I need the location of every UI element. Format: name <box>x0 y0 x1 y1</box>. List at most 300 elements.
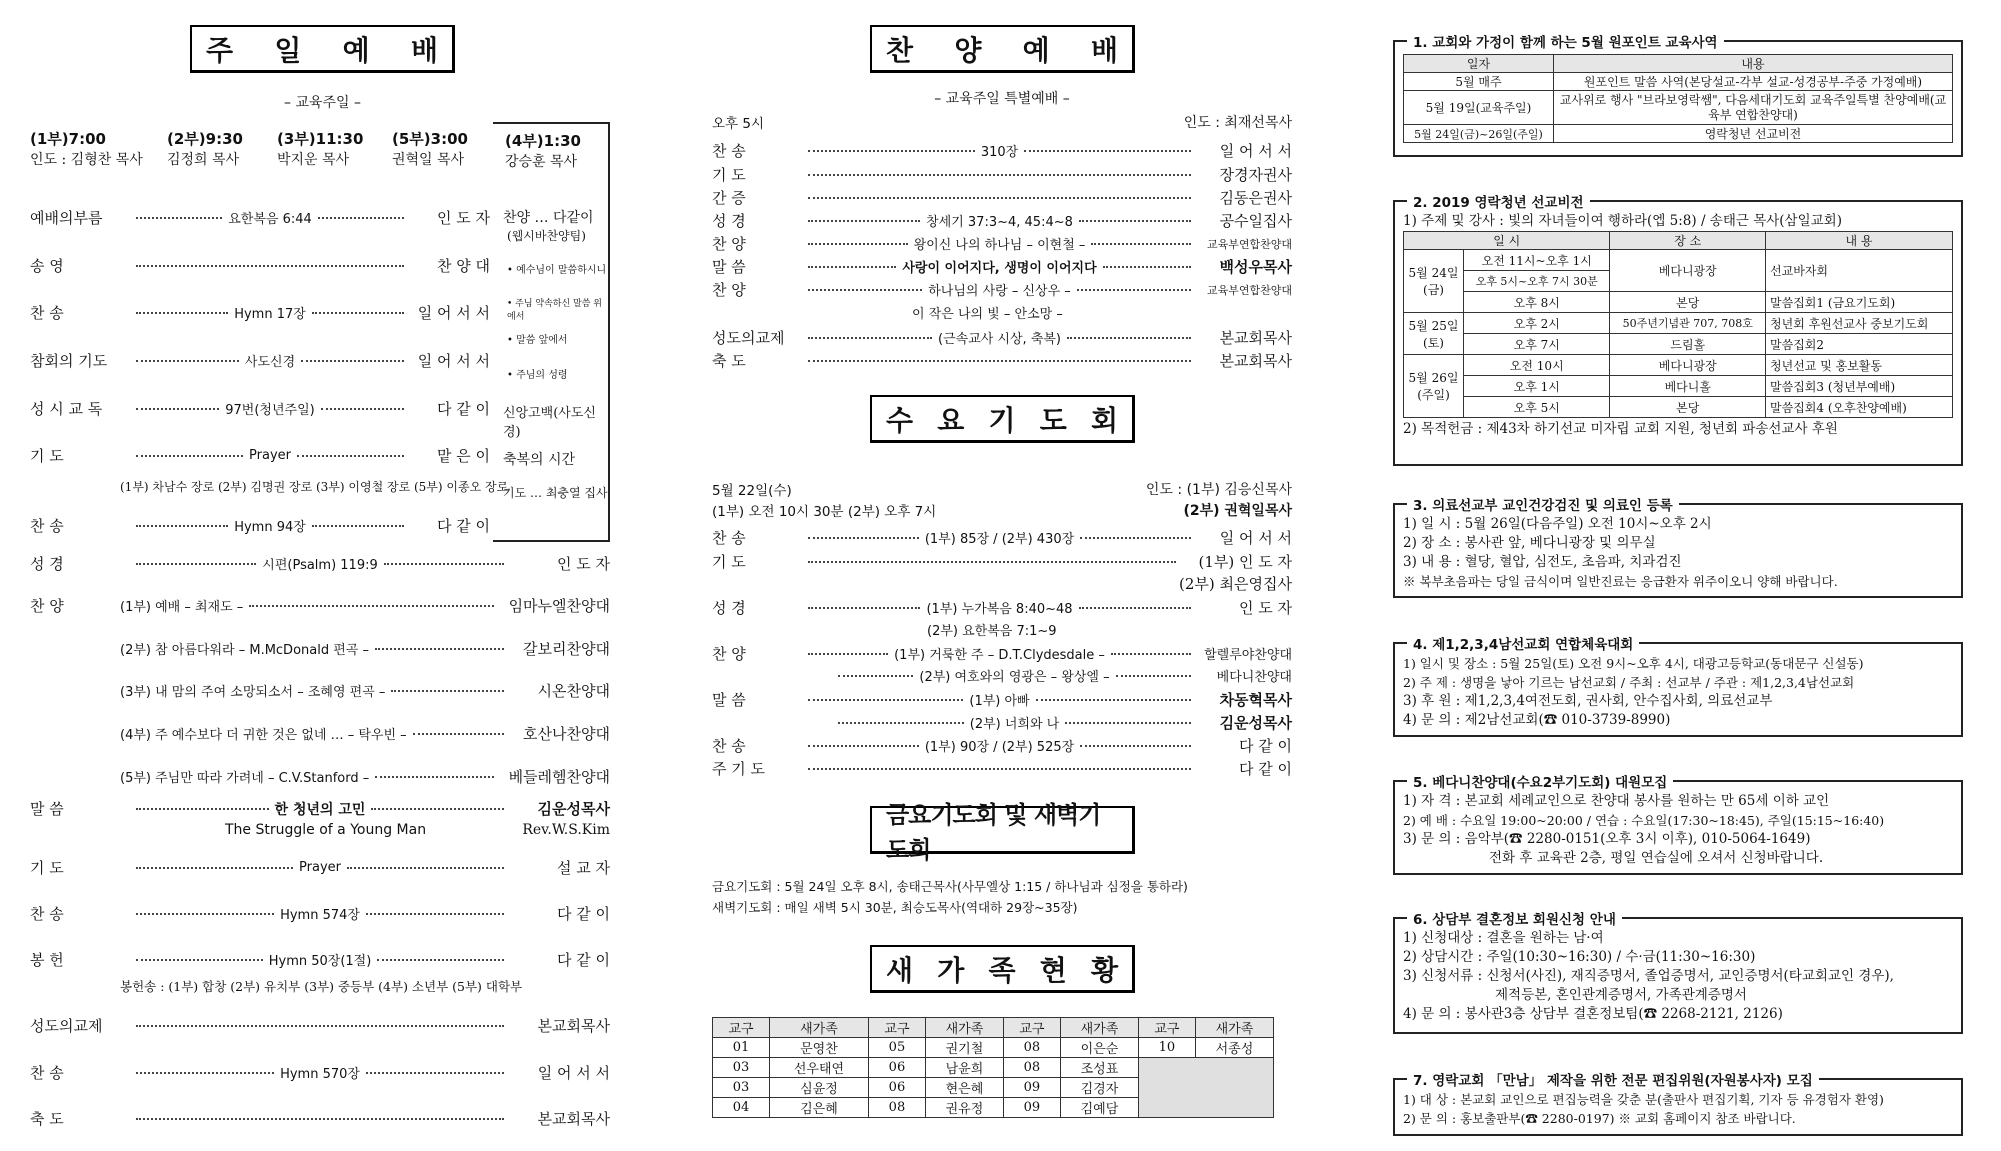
notice-line: 2) 상담시간 : 주일(10:30~16:30) / 수·금(11:30~16:30) <box>1403 949 1756 965</box>
notice-title: 3. 의료선교부 교인건강검진 및 의료인 등록 <box>1407 494 1679 514</box>
praise-leader: 인도 : 최재선목사 <box>1183 115 1292 131</box>
notice-4 <box>1393 637 1963 737</box>
notice-line: 4) 문 의 : 제2남선교회(☎ 010-3739-8990) <box>1403 712 1671 728</box>
order-content: (2부) 여호와의 영광은 – 왕상엘 – <box>919 670 1110 685</box>
table-cell: 5월 19일(교육주일) <box>1404 91 1554 125</box>
sunday-worship-title <box>190 25 455 73</box>
order-leader: 일 어 서 서 <box>1219 529 1293 547</box>
order-row-anthem-3 <box>120 680 610 701</box>
sermon-title-english: The Struggle of a Young Man <box>225 822 427 838</box>
service-time: (5부)3:00 <box>392 130 468 148</box>
table-cell: 05 <box>868 1038 925 1058</box>
title-char: 황 <box>1090 953 1118 987</box>
table-row <box>1404 334 1953 355</box>
sunday-subtitle: – 교육주일 – <box>284 95 361 111</box>
table-header: 교구 <box>1138 1018 1195 1038</box>
order-row-anthem-4 <box>120 723 610 744</box>
notice-line: 1) 일 시 : 5월 26일(다음주일) 오전 10시~오후 2시 <box>1403 516 1712 532</box>
order-row-anthem-2 <box>120 638 610 659</box>
order-label: 성 경 <box>30 555 64 573</box>
table-cell: 오후 1시 <box>1464 376 1610 397</box>
prayer-note: (1부) 차남수 장로 (2부) 김명권 장로 (3부) 이영철 장로 (5부) 이종오 장로 <box>120 480 509 494</box>
order-label: 찬 송 <box>712 142 746 160</box>
table-cell: 오후 5시~오후 7시 30분 <box>1464 271 1610 292</box>
order-label: 예배의부름 <box>30 209 103 227</box>
wed-row-prayer <box>712 551 1292 572</box>
table-cell: 말씀집회2 <box>1766 334 1953 355</box>
table-row <box>1404 313 1953 334</box>
table-cell: 5월 24일(금)~26일(주일) <box>1404 125 1554 143</box>
table-cell: 5월 26일(주일) <box>1404 355 1464 418</box>
table-cell: 06 <box>868 1078 925 1098</box>
notice-line: 제적등본, 혼인관계증명서, 가족관계증명서 <box>1495 987 1747 1003</box>
wed-row-scripture <box>712 597 1292 618</box>
table-cell: 김은혜 <box>770 1098 869 1118</box>
order-leader: 다 같 이 <box>437 517 491 535</box>
order-row-hymn-4 <box>30 1062 610 1083</box>
wed-row-sermon-1 <box>712 689 1292 710</box>
table-cell: 08 <box>1003 1058 1060 1078</box>
table-header-row <box>713 1018 1274 1038</box>
notice-line: ※ 복부초음파는 당일 금식이며 일반진료는 응급환자 위주이오니 양해 바랍니다. <box>1403 574 1838 589</box>
order-leader: 베다니찬양대 <box>1216 670 1292 685</box>
order-leader: 다 같 이 <box>557 951 611 969</box>
table-header: 내용 <box>1554 55 1953 73</box>
order-label: 간 증 <box>712 189 746 207</box>
order-row-hymn-1 <box>30 302 490 323</box>
box-service-time: (4부)1:30 <box>505 132 581 150</box>
order-row-hymn-3 <box>30 903 610 924</box>
order-leader: 본교회목사 <box>1219 352 1292 370</box>
order-leader: 일 어 서 서 <box>417 352 491 370</box>
order-row-confession <box>30 350 490 371</box>
order-leader: 공수일집사 <box>1219 212 1293 230</box>
notice-3 <box>1393 498 1963 598</box>
new-family-table <box>712 1017 1274 1118</box>
table-cell: 01 <box>713 1038 770 1058</box>
service-leader: 권혁일 목사 <box>392 152 465 168</box>
order-content: 97번(청년주일) <box>225 403 315 418</box>
notice-line: 1) 신청대상 : 결혼을 원하는 남·여 <box>1403 930 1604 946</box>
service-time: (3부)11:30 <box>277 130 364 148</box>
notice-line: 2) 목적헌금 : 제43차 하기선교 미자립 교회 지원, 청년회 파송선교사 후원 <box>1403 421 1838 437</box>
table-cell: 문영찬 <box>770 1038 869 1058</box>
table-cell: 선우태연 <box>770 1058 869 1078</box>
notice-5 <box>1393 775 1963 875</box>
table-cell: 03 <box>713 1078 770 1098</box>
order-row-prayer <box>30 445 490 466</box>
order-label: 말 씀 <box>712 258 746 276</box>
order-content: Hymn 50장(1절) <box>268 954 372 969</box>
table-cell: 교사위로 행사 "브라보영락쌤", 다음세대기도회 교육주일특별 찬양예배(교육부 연합찬양대) <box>1554 91 1953 125</box>
order-row-fellowship <box>30 1015 610 1036</box>
table-header: 장 소 <box>1610 232 1766 250</box>
order-leader: 설 교 자 <box>556 859 610 877</box>
order-content: 사도신경 <box>244 355 296 370</box>
order-row-scripture <box>30 553 610 574</box>
title-char: 수 <box>886 403 914 437</box>
notice-line: 1) 자 격 : 본교회 세례교인으로 찬양대 봉사를 원하는 만 65세 이하 교인 <box>1403 793 1830 809</box>
title-char: 배 <box>1090 33 1118 67</box>
order-label: 성 경 <box>712 599 746 617</box>
order-content: Hymn 17장 <box>234 307 306 322</box>
service-time: (1부)7:00 <box>30 130 106 148</box>
table-cell: 오전 11시~오후 1시 <box>1464 250 1610 271</box>
order-content: (5부) 주님만 따라 가려네 – C.V.Stanford – <box>120 771 370 786</box>
order-leader: 본교회목사 <box>1219 329 1293 347</box>
praise-wednesday-column <box>712 0 1292 1151</box>
title-char: 배 <box>410 33 438 67</box>
service-3 <box>277 128 363 169</box>
wednesday-leader-1: 인도 : (1부) 김응신목사 <box>1145 482 1292 498</box>
order-label: 찬 양 <box>30 597 64 615</box>
table-cell: 말씀집회3 (청년부예배) <box>1766 376 1953 397</box>
notice-7 <box>1393 1073 1963 1136</box>
order-leader: (1부) 인 도 자 <box>1198 553 1292 571</box>
table-cell: 베다니광장 <box>1610 250 1766 292</box>
title-char: 예 <box>1022 33 1050 67</box>
table-row <box>1404 292 1953 313</box>
table-row <box>1404 355 1953 376</box>
order-label: 찬 양 <box>712 235 746 253</box>
table-cell: 오후 8시 <box>1464 292 1610 313</box>
table-cell: 권유정 <box>925 1098 1003 1118</box>
box-item: • 주님의 성령 <box>507 370 568 381</box>
order-leader: 교육부연합찬양대 <box>1206 283 1292 297</box>
wed-row-hymn-2 <box>712 735 1292 756</box>
notice-line: 2) 주 제 : 생명을 낳아 기르는 남선교회 / 주최 : 선교부 / 주관 : 제1,2,3,4남선교회 <box>1403 675 1855 690</box>
order-row-hymn-2 <box>30 515 490 536</box>
table-header: 일 시 <box>1404 232 1610 250</box>
order-label: 성도의교제 <box>712 329 785 347</box>
order-leader: 일 어 서 서 <box>1219 142 1292 160</box>
table-cell: 드림홀 <box>1610 334 1766 355</box>
table-cell: 08 <box>1003 1038 1060 1058</box>
table-header: 새가족 <box>1060 1018 1138 1038</box>
title-char: 기 <box>988 403 1016 437</box>
table-row <box>1404 397 1953 418</box>
praise-row-anthem-1 <box>712 233 1292 254</box>
table-cell: 청년회 후원선교사 중보기도회 <box>1766 313 1953 334</box>
title-char: 주 <box>206 33 234 67</box>
wednesday-date: 5월 22일(수) <box>712 483 792 499</box>
table-cell: 남윤희 <box>925 1058 1003 1078</box>
order-leader: 임마누엘찬양대 <box>508 597 610 615</box>
table-row <box>713 1058 1274 1078</box>
order-leader: 인 도 자 <box>1239 599 1293 617</box>
table-row <box>1404 91 1953 125</box>
notice-line: 1) 일시 및 장소 : 5월 25일(토) 오전 9시~오후 4시, 대광고등학교(동대문구 신설동) <box>1403 656 1864 671</box>
praise-row-hymn <box>712 140 1292 161</box>
sunday-worship-column <box>30 0 610 1151</box>
order-content: (2부) 참 아름다워라 – M.McDonald 편곡 – <box>120 643 369 658</box>
notice-line: 3) 신청서류 : 신청서(사진), 재직증명서, 졸업증명서, 교인증명서(타교회교인 경우), <box>1403 968 1894 984</box>
table-cell: 06 <box>868 1058 925 1078</box>
order-content: Hymn 574장 <box>280 908 360 923</box>
praise-anthem-2b: 이 작은 나의 빛 – 안소망 – <box>912 307 1063 322</box>
order-row-sermon <box>30 798 610 819</box>
order-leader: 다 같 이 <box>1239 737 1293 755</box>
order-content: (1부) 아빠 <box>969 694 1030 709</box>
order-row-doxology <box>30 255 490 276</box>
order-label: 기 도 <box>712 166 746 184</box>
table-cell: 오후 7시 <box>1464 334 1610 355</box>
title-char: 요 <box>937 403 965 437</box>
box-item: 기도 … 최충열 집사 <box>503 486 608 500</box>
title-char: 새 <box>886 953 914 987</box>
order-content: Hymn 570장 <box>280 1067 360 1082</box>
table-cell: 선교바자회 <box>1766 250 1953 292</box>
table-row <box>1404 250 1953 271</box>
service-5 <box>392 128 468 169</box>
praise-worship-title <box>870 25 1135 73</box>
order-content: (1부) 거룩한 주 – D.T.Clydesdale – <box>894 648 1105 663</box>
order-row-benediction <box>30 1108 610 1129</box>
praise-row-benediction <box>712 350 1292 371</box>
wed-scripture-2: (2부) 요한복음 7:1~9 <box>927 624 1057 639</box>
order-leader: 장경자권사 <box>1219 166 1292 184</box>
table-cell: 원포인트 말씀 사역(본당설교-각부 설교-성경공부-주중 가정예배) <box>1554 73 1953 91</box>
order-label: 주 기 도 <box>712 760 766 778</box>
wednesday-leader-2: (2부) 권혁일목사 <box>1183 503 1292 519</box>
table-cell: 영락청년 선교비전 <box>1554 125 1953 143</box>
preacher-name: 차동혁목사 <box>1219 691 1293 709</box>
preacher-name-english: Rev.W.S.Kim <box>522 822 610 838</box>
order-label: 찬 양 <box>712 281 746 299</box>
table-cell: 서종성 <box>1195 1038 1273 1058</box>
praise-row-sermon <box>712 256 1292 277</box>
table-cell: 말씀집회1 (금요기도회) <box>1766 292 1953 313</box>
notice-line: 1) 주제 및 강사 : 빛의 자녀들이여 행하라(엡 5:8) / 송태근 목사(삼일교회) <box>1403 213 1842 229</box>
table-cell: 이은순 <box>1060 1038 1138 1058</box>
order-content: 왕이신 나의 하나님 – 이현철 – <box>913 238 1086 253</box>
order-content: (2부) 너희와 나 <box>969 717 1060 732</box>
notice-line: 2) 문 의 : 홍보출판부(☎ 2280-0197) ※ 교회 홈페이지 참조 바랍니다. <box>1403 1111 1796 1126</box>
table-cell: 본당 <box>1610 292 1766 313</box>
order-label: 찬 송 <box>30 1064 64 1082</box>
table-header: 새가족 <box>770 1018 869 1038</box>
box-item: 축복의 시간 <box>503 452 576 468</box>
box-item: • 말씀 앞에서 <box>507 335 568 346</box>
order-leader: 갈보리찬양대 <box>523 640 610 658</box>
dawn-prayer-line: 새벽기도회 : 매일 새벽 5시 30분, 최승도목사(역대하 29장~35장) <box>712 900 1078 915</box>
friday-title-text: 금요기도회 및 새벽기도회 <box>886 800 1101 864</box>
notice-2-table <box>1403 231 1953 418</box>
title-char: 예 <box>342 33 370 67</box>
friday-prayer-line: 금요기도회 : 5월 24일 오후 8시, 송태근목사(사무엘상 1:15 / 하나님과 심정을 통하라) <box>712 879 1188 894</box>
table-cell: 09 <box>1003 1078 1060 1098</box>
preacher-name: 백성우목사 <box>1219 258 1292 276</box>
table-cell: 심윤정 <box>770 1078 869 1098</box>
order-label: 축 도 <box>712 352 746 370</box>
order-leader: 본교회목사 <box>537 1110 610 1128</box>
order-content: Hymn 94장 <box>234 520 306 535</box>
order-leader: 다 같 이 <box>437 400 491 418</box>
praise-subtitle: – 교육주일 특별예배 – <box>934 91 1070 107</box>
order-row-anthem-5 <box>120 766 610 787</box>
box-item: • 예수님이 말씀하시니 <box>507 265 607 276</box>
order-label: 찬 송 <box>712 529 746 547</box>
table-cell: 5월 24일(금) <box>1404 250 1464 313</box>
notice-title: 2. 2019 영락청년 선교비전 <box>1407 191 1590 211</box>
service-time: (2부)9:30 <box>167 130 243 148</box>
notice-line: 2) 예 배 : 수요일 19:00~20:00 / 연습 : 수요일(17:30~18:45), 주일(15:15~16:40) <box>1403 813 1885 828</box>
order-label: 말 씀 <box>30 800 64 818</box>
order-label: 기 도 <box>30 447 64 465</box>
table-cell: 04 <box>713 1098 770 1118</box>
wed-row-anthem-1 <box>712 643 1292 664</box>
table-cell: 말씀집회4 (오후찬양예배) <box>1766 397 1953 418</box>
notice-line: 4) 문 의 : 봉사관3층 상담부 결혼정보팀(☎ 2268-2121, 2126) <box>1403 1006 1783 1022</box>
order-label: 참회의 기도 <box>30 352 108 370</box>
wed-row-sermon-2 <box>832 712 1292 733</box>
table-cell: 08 <box>868 1098 925 1118</box>
order-leader: 맡 은 이 <box>436 447 490 465</box>
order-leader: 일 어 서 서 <box>417 304 491 322</box>
order-label: 찬 송 <box>30 517 64 535</box>
order-label: 기 도 <box>712 553 746 571</box>
order-leader: 베들레헴찬양대 <box>508 768 610 786</box>
table-cell: 권기철 <box>925 1038 1003 1058</box>
table-header: 교구 <box>868 1018 925 1038</box>
table-cell: 베다니광장 <box>1610 355 1766 376</box>
sermon-title: 사랑이 이어지다, 생명이 이어지다 <box>902 261 1097 276</box>
box-item: 찬양 … 다같이 <box>503 210 594 226</box>
notice-line: 전화 후 교육관 2층, 평일 연습실에 오셔서 신청바랍니다. <box>1489 850 1824 866</box>
service-1 <box>30 128 143 169</box>
table-cell: 현은혜 <box>925 1078 1003 1098</box>
notice-title: 7. 영락교회 「만남」 제작을 위한 전문 편집위원(자원봉사자) 모집 <box>1407 1069 1819 1089</box>
table-row <box>1404 125 1953 143</box>
sermon-title: 한 청년의 고민 <box>274 801 366 818</box>
order-content: 창세기 37:3~4, 45:4~8 <box>926 215 1073 230</box>
table-cell: 오전 10시 <box>1464 355 1610 376</box>
order-leader: 호산나찬양대 <box>523 725 610 743</box>
offering-note: 봉헌송 : (1부) 합창 (2부) 유치부 (3부) 중등부 (4부) 소년부 (5부) 대학부 <box>120 979 523 994</box>
notice-1-table <box>1403 54 1953 143</box>
order-leader: 다 같 이 <box>1238 760 1292 778</box>
wed-row-hymn <box>712 527 1292 548</box>
table-cell: 오후 2시 <box>1464 313 1610 334</box>
order-row-offering <box>30 949 610 970</box>
notice-title: 5. 베다니찬양대(수요2부기도회) 대원모집 <box>1407 771 1673 791</box>
notice-1 <box>1393 35 1963 157</box>
order-content: (1부) 85장 / (2부) 430장 <box>924 532 1075 547</box>
table-cell: 09 <box>1003 1098 1060 1118</box>
praise-row-testimony <box>712 187 1292 208</box>
order-leader: 시온찬양대 <box>537 682 610 700</box>
notice-line: 3) 문 의 : 음악부(☎ 2280-0151(오후 3시 이후), 010-5064-1649) <box>1403 831 1811 847</box>
order-label: 말 씀 <box>712 691 746 709</box>
table-header-row <box>1404 55 1953 73</box>
title-char: 회 <box>1090 403 1118 437</box>
order-content: Prayer <box>249 448 291 463</box>
praise-row-fellowship <box>712 327 1292 348</box>
notice-line: 1) 대 상 : 본교회 교인으로 편집능력을 갖춘 분(출판사 편집기획, 기자 등 유경험자 환영) <box>1403 1092 1884 1107</box>
table-cell: 베다니홀 <box>1610 376 1766 397</box>
order-content: 시편(Psalm) 119:9 <box>262 558 378 573</box>
table-row <box>1404 73 1953 91</box>
praise-time: 오후 5시 <box>712 116 765 132</box>
service-leader: 박지운 목사 <box>277 152 350 168</box>
order-content: (1부) 90장 / (2부) 525장 <box>924 740 1075 755</box>
announcements-column <box>1393 0 1973 1151</box>
order-content: 310장 <box>980 145 1019 160</box>
table-cell: 오후 5시 <box>1464 397 1610 418</box>
service-leader: 인도 : 김형찬 목사 <box>30 152 143 168</box>
wednesday-time: (1부) 오전 10시 30분 (2부) 오후 7시 <box>712 504 937 520</box>
table-header: 교구 <box>713 1018 770 1038</box>
order-label: 찬 송 <box>30 905 64 923</box>
order-leader: 교육부연합찬양대 <box>1206 237 1292 251</box>
notice-line: 2) 장 소 : 봉사관 앞, 베다니광장 및 의무실 <box>1403 535 1656 551</box>
order-label: 기 도 <box>30 859 64 877</box>
table-header: 새가족 <box>1195 1018 1273 1038</box>
order-label: 성도의교제 <box>30 1017 103 1035</box>
order-leader: 찬 양 대 <box>436 257 490 275</box>
wed-row-anthem-2 <box>832 666 1292 685</box>
preacher-name: 김운성목사 <box>1219 714 1293 732</box>
title-char: 양 <box>954 33 982 67</box>
title-char: 도 <box>1039 403 1067 437</box>
notice-title: 1. 교회와 가정이 함께 하는 5월 원포인트 교육사역 <box>1407 31 1724 51</box>
table-cell: 김경자 <box>1060 1078 1138 1098</box>
order-leader: 일 어 서 서 <box>537 1064 610 1082</box>
title-char: 현 <box>1039 953 1067 987</box>
table-header: 내 용 <box>1766 232 1953 250</box>
order-content: (4부) 주 예수보다 더 귀한 것은 없네 … – 탁우빈 – <box>120 728 407 743</box>
order-leader: 할렐루야찬양대 <box>1204 648 1292 663</box>
table-cell: 5월 매주 <box>1404 73 1554 91</box>
order-content: (근속교사 시상, 축복) <box>938 332 1062 347</box>
order-content: (1부) 예배 – 최재도 – <box>120 600 244 615</box>
table-cell: 50주년기념관 707, 708호 <box>1610 313 1766 334</box>
order-content: (3부) 내 맘의 주여 소망되소서 – 조혜영 편곡 – <box>120 685 386 700</box>
praise-row-prayer <box>712 164 1292 185</box>
order-label: 축 도 <box>30 1110 64 1128</box>
notice-line: 3) 내 용 : 혈당, 혈압, 심전도, 초음파, 치과검진 <box>1403 554 1682 570</box>
box-service-leader: 강승훈 목사 <box>505 154 578 170</box>
table-cell: 김예담 <box>1060 1098 1138 1118</box>
order-row-anthem-1 <box>30 595 610 616</box>
order-label: 송 영 <box>30 257 64 275</box>
table-header: 일자 <box>1404 55 1554 73</box>
table-cell: 조성표 <box>1060 1058 1138 1078</box>
order-leader: 본교회목사 <box>537 1017 610 1035</box>
table-row <box>1404 376 1953 397</box>
praise-row-scripture <box>712 210 1292 231</box>
fourth-service-box <box>493 122 610 542</box>
praise-row-anthem-2 <box>712 279 1292 300</box>
table-cell: 5월 25일(토) <box>1404 313 1464 355</box>
title-char: 족 <box>988 953 1016 987</box>
order-label: 봉 헌 <box>30 951 64 969</box>
table-header: 교구 <box>1003 1018 1060 1038</box>
order-content: (1부) 누가복음 8:40~48 <box>926 602 1073 617</box>
order-label: 찬 양 <box>712 645 746 663</box>
wednesday-prayer-title <box>870 395 1135 443</box>
box-item: • 주님 약속하신 말씀 위에서 <box>507 299 602 322</box>
box-item: 신앙고백(사도신경) <box>503 406 596 440</box>
wed-prayer-leader-2: (2부) 최은영집사 <box>1179 575 1292 593</box>
order-row-call-to-worship <box>30 207 490 228</box>
friday-dawn-prayer-title <box>870 800 1135 864</box>
order-leader: 다 같 이 <box>556 905 610 923</box>
table-header: 새가족 <box>925 1018 1003 1038</box>
service-2 <box>167 128 243 169</box>
order-label: 찬 송 <box>712 737 746 755</box>
order-row-closing-prayer <box>30 857 610 878</box>
